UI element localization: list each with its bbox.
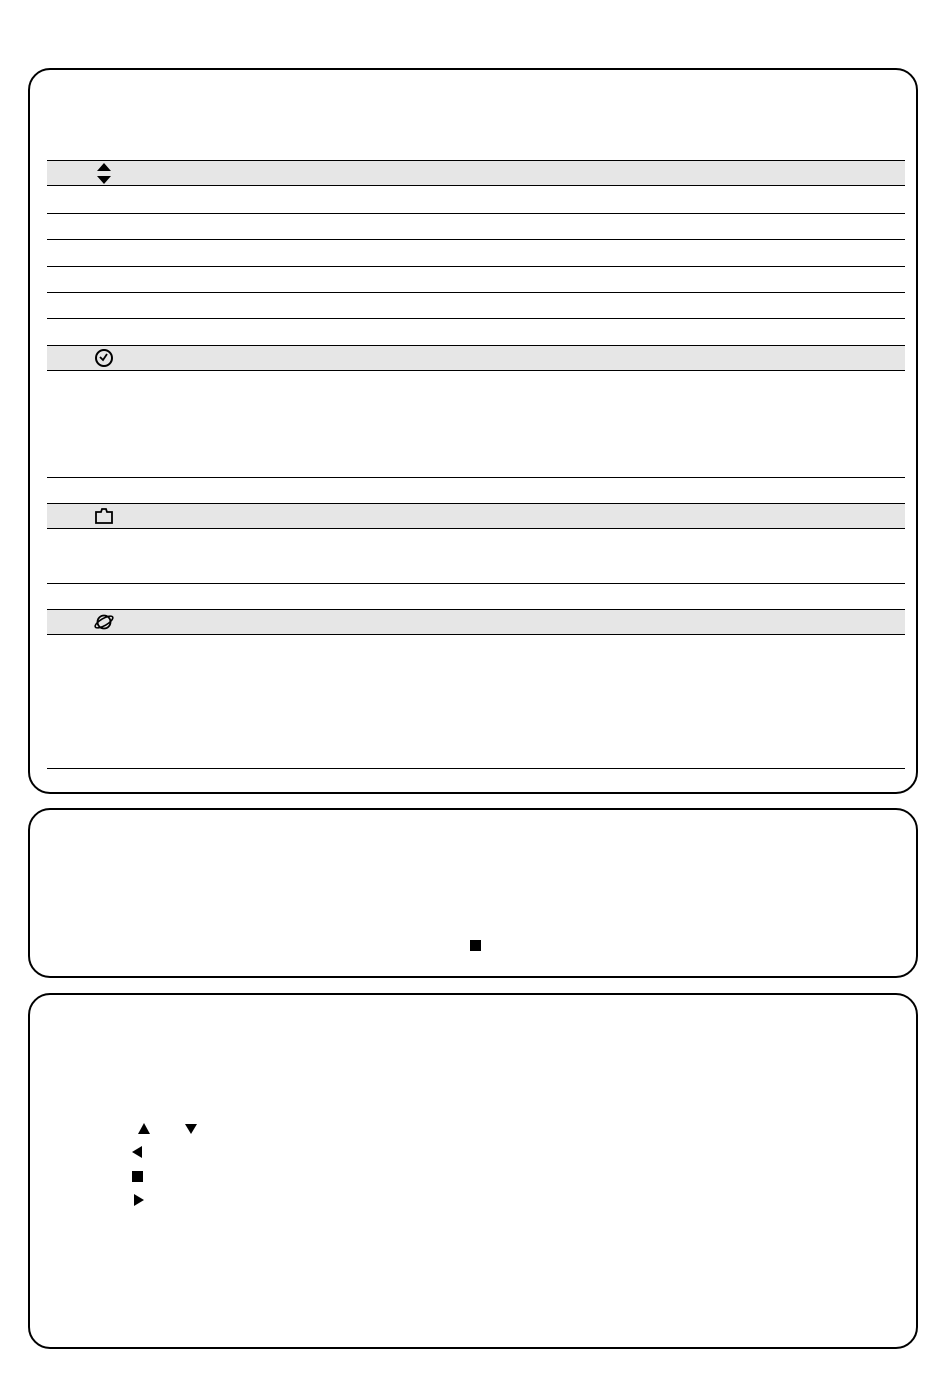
globe-orbit-icon bbox=[93, 610, 115, 634]
row-divider bbox=[47, 266, 905, 267]
settings-panel bbox=[28, 68, 918, 794]
row-divider bbox=[47, 477, 905, 478]
row-divider bbox=[47, 583, 905, 584]
up-triangle-icon bbox=[136, 1121, 152, 1137]
controls-panel bbox=[28, 993, 918, 1349]
section-header-position bbox=[47, 160, 905, 186]
row-divider bbox=[47, 292, 905, 293]
section-header-world bbox=[47, 609, 905, 635]
note-panel bbox=[28, 808, 918, 978]
row-divider bbox=[47, 768, 905, 769]
row-divider bbox=[47, 213, 905, 214]
up-down-arrows-icon bbox=[93, 161, 115, 185]
section-header-timer bbox=[47, 345, 905, 371]
row-divider bbox=[47, 239, 905, 240]
camera-icon bbox=[93, 504, 115, 528]
stop-square-icon bbox=[130, 1169, 146, 1185]
row-divider bbox=[47, 318, 905, 319]
clock-icon bbox=[93, 346, 115, 370]
down-triangle-icon bbox=[183, 1121, 199, 1137]
section-header-camera bbox=[47, 503, 905, 529]
left-triangle-icon bbox=[129, 1144, 145, 1160]
stop-square-icon bbox=[468, 938, 484, 954]
right-triangle-icon bbox=[131, 1192, 147, 1208]
